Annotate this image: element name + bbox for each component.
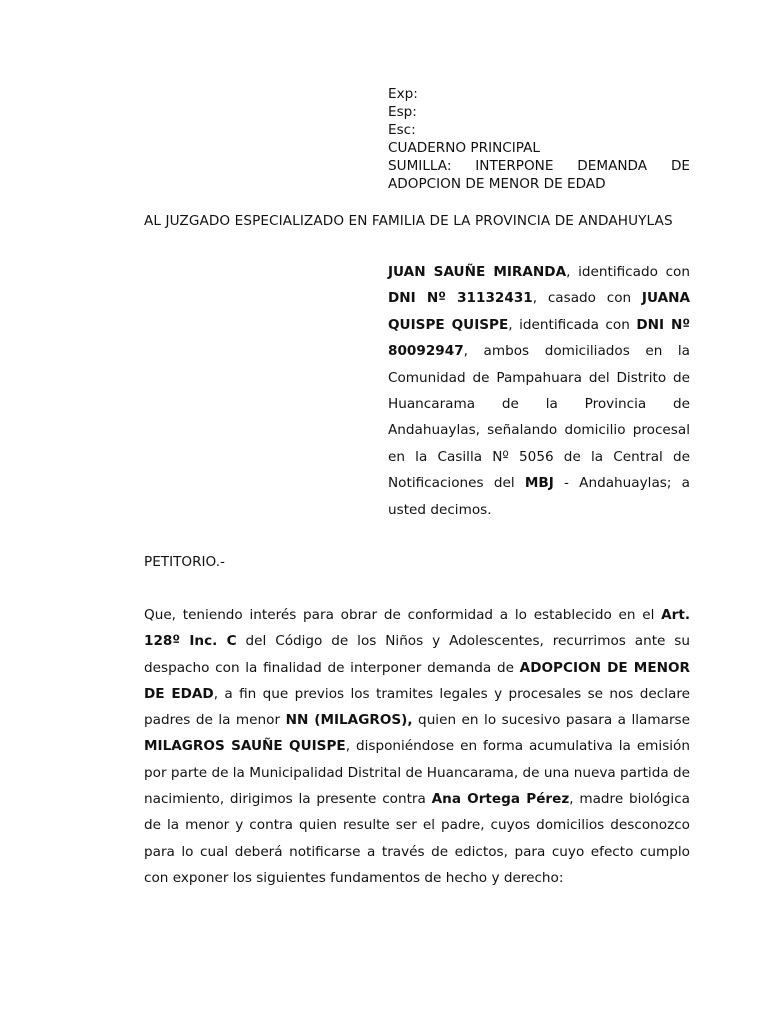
intro-text-5: - Andahuaylas; a usted decimos.	[388, 475, 691, 518]
petitorio-heading: PETITORIO.-	[144, 554, 225, 570]
escrito-label: Esc:	[388, 122, 416, 138]
intro-text-3: , identificada con	[508, 316, 637, 333]
minor-name: NN (MILAGROS),	[285, 712, 413, 729]
addressee-heading: AL JUZGADO ESPECIALIZADO EN FAMILIA DE LA PROVINCIA DE ANDAHUYLAS	[144, 213, 673, 229]
petitioner-dni-2: DNI Nº 80092947	[388, 316, 690, 360]
petitorio-paragraph	[144, 602, 690, 891]
petitioner-dni-1: DNI Nº 31132431	[388, 290, 533, 307]
petitorio-text-5: , disponiéndose en forma acumulativa la emisión por parte de la Municipalidad Distrital de Huancarama, de una nueva partida de nacimiento, dirigimos la presente contra	[144, 738, 690, 808]
sumilla-line-1: SUMILLA: INTERPONE DEMANDA DE	[388, 158, 690, 174]
intro-text-4: , ambos domiciliados en la Comunidad de Pampahuara del Distrito de Huancarama de la Provincia de Andahuaylas, señalando domicilio procesal en la Casilla Nº 5056 de la Central de Notificaciones del	[388, 343, 690, 492]
new-minor-name: MILAGROS SAUÑE QUISPE	[144, 738, 346, 755]
petitioner-name-1: JUAN SAUÑE MIRANDA	[388, 264, 567, 280]
article-reference: Art. 128º Inc. C	[144, 607, 690, 650]
petitorio-text-2: del Código de los Niños y Adolescentes, recurrimos ante su despacho con la finalidad de interponer demanda de	[144, 633, 690, 676]
especialista-label: Esp:	[388, 104, 417, 120]
petitorio-text-3: , a fin que previos los tramites legales y procesales se nos declare padres de la menor	[144, 685, 690, 729]
petitorio-text-6: , madre biológica de la menor y contra quien resulte ser el padre, cuyos domicilios desconozco para lo cual deberá notificarse a través de edictos, para cuyo efecto cumplo con exponer los siguientes fundamentos de hecho y derecho:	[144, 791, 691, 886]
biological-mother-name: Ana Ortega Pérez	[431, 791, 570, 808]
cuaderno-label: CUADERNO PRINCIPAL	[388, 140, 540, 156]
intro-text-1: , identificado con	[566, 264, 690, 280]
petitioner-name-2: JUANA QUISPE QUISPE	[388, 290, 690, 333]
sumilla-line-2: ADOPCION DE MENOR DE EDAD	[388, 176, 606, 192]
petitorio-text-1: Que, teniendo interés para obrar de conformidad a lo establecido en el	[144, 607, 662, 623]
petitioner-intro	[388, 259, 690, 523]
mbj-label: MBJ	[524, 475, 554, 492]
document-header	[388, 85, 690, 193]
adoption-request: ADOPCION DE MENOR DE EDAD	[144, 659, 691, 702]
intro-text-2: , casado con	[532, 290, 642, 307]
expediente-label: Exp:	[388, 86, 418, 102]
petitorio-text-4: quien en lo sucesivo pasara a llamarse	[412, 712, 690, 729]
